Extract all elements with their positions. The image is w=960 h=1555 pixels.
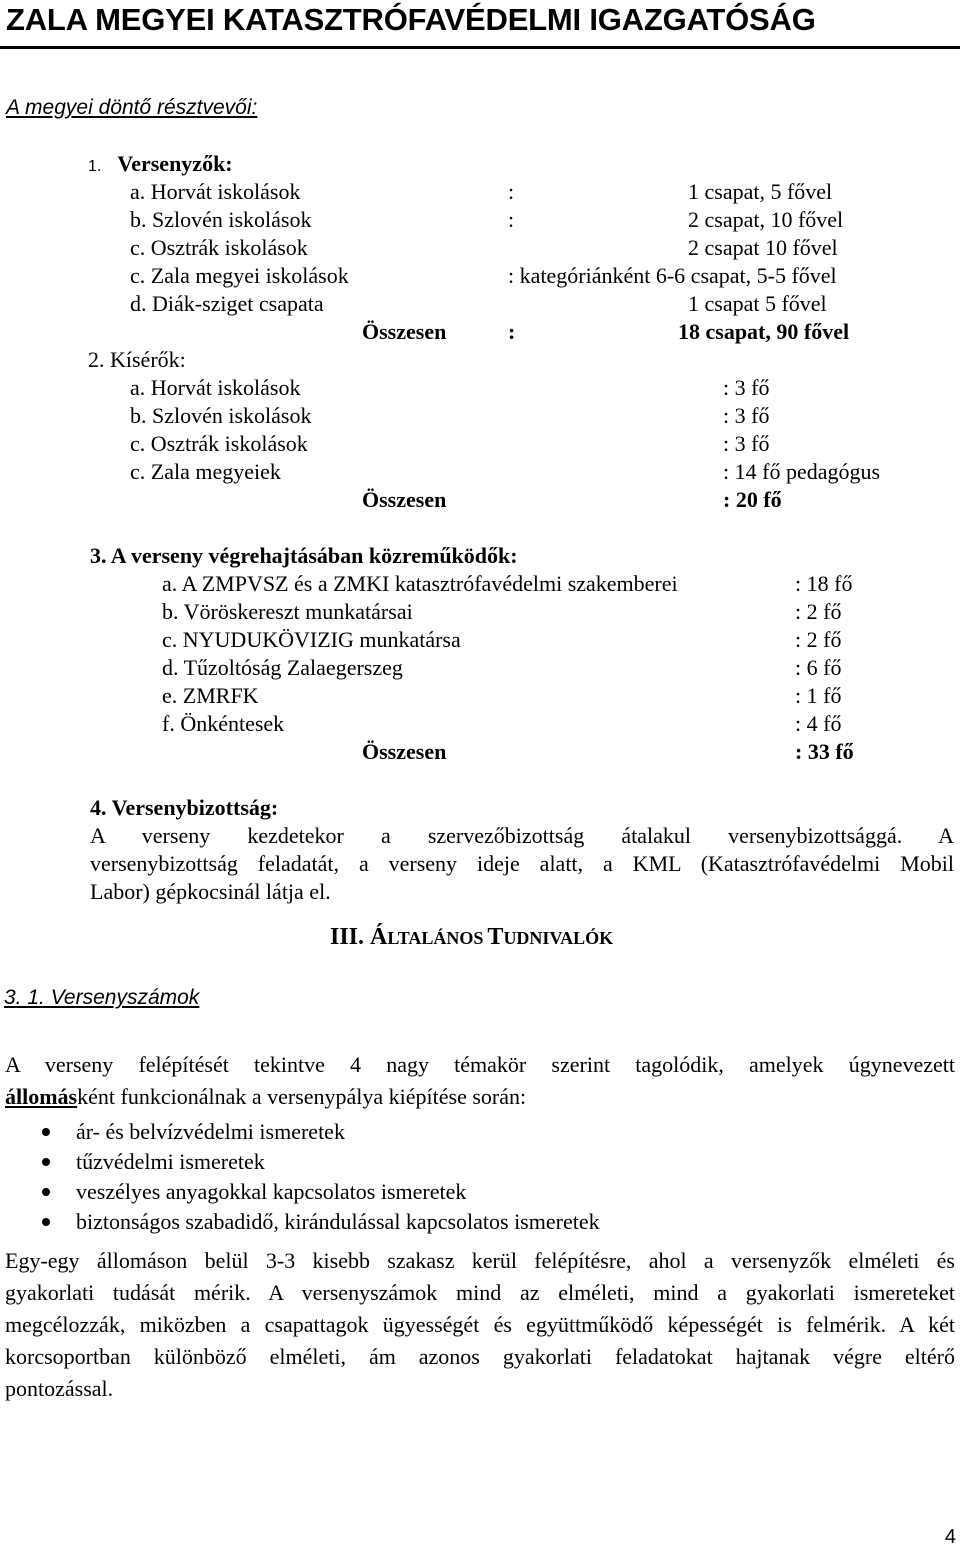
- section1-item-label: c. Osztrák iskolások: [130, 235, 308, 260]
- section4-title: 4. Versenybizottság:: [90, 795, 279, 820]
- section3-item-label: c. NYUDUKÖVIZIG munkatársa: [162, 627, 461, 652]
- section3-item-value: : 4 fő: [795, 711, 842, 736]
- section-iii-word1-rest: LTALÁNOS: [387, 928, 484, 948]
- section1-total-sep: :: [508, 319, 516, 344]
- section1-item-sep: :: [508, 207, 515, 232]
- section1-title: Versenyzők:: [117, 151, 233, 176]
- body-paragraph-line: gyakorlati tudását mérik. A versenyszámok mind az elméleti, mind a gyakorlati ismereteket: [5, 1280, 955, 1305]
- section3-item-value: : 2 fő: [795, 599, 842, 624]
- section3-item-label: f. Önkéntesek: [162, 711, 285, 736]
- section3-total-label: Összesen: [362, 739, 447, 764]
- section3-item-value: : 18 fő: [795, 571, 853, 596]
- section-iii-roman: III.: [330, 924, 365, 950]
- section1-item-label: c. Zala megyei iskolások: [130, 263, 349, 288]
- section2-item-value: : 3 fő: [723, 375, 770, 400]
- section-iii-word2-initial: T: [487, 924, 504, 950]
- section-iii-heading: [330, 924, 613, 951]
- body-paragraph-line: [5, 1083, 526, 1111]
- page-header-title: ZALA MEGYEI KATASZTRÓFAVÉDELMI IGAZGATÓSÁG: [6, 2, 816, 37]
- section1-item-value: 1 csapat, 5 fővel: [688, 179, 833, 204]
- section1-item-value: 1 csapat 5 fővel: [688, 291, 827, 316]
- section3-item-label: a. A ZMPVSZ és a ZMKI katasztrófavédelmi szakemberei: [162, 571, 678, 596]
- section3-item-value: : 6 fő: [795, 655, 842, 680]
- section3-title: 3. A verseny végrehajtásában közreműködők:: [90, 543, 518, 568]
- body-paragraph-line: Egy-egy állomáson belül 3-3 kisebb szakasz kerül felépítésre, ahol a versenyzők elméleti és: [5, 1248, 955, 1273]
- section2-item-label: a. Horvát iskolások: [130, 375, 301, 400]
- body-paragraph-text: ként funkcionálnak a versenypálya kiépítése során:: [77, 1084, 527, 1109]
- bullet-item: veszélyes anyagokkal kapcsolatos ismeretek: [76, 1179, 467, 1204]
- section1-item-value-text: kategóriánként 6-6 csapat, 5-5 fővel: [519, 263, 837, 288]
- section2-item-value: : 3 fő: [723, 403, 770, 428]
- section2-item-value: : 14 fő pedagógus: [723, 459, 881, 484]
- section2-title: 2. Kísérők:: [88, 347, 186, 372]
- page-number: 4: [944, 1526, 956, 1548]
- bullet-item: biztonságos szabadidő, kirándulással kapcsolatos ismeretek: [76, 1209, 600, 1234]
- section3-item-label: b. Vöröskereszt munkatársai: [162, 599, 413, 624]
- body-paragraph-line: megcélozzák, miközben a csapattagok ügyességét és együttműködő képességét is felmérik. A két: [5, 1312, 955, 1337]
- section3-total-value: : 33 fő: [795, 739, 854, 764]
- header-divider: [0, 46, 960, 49]
- section4-line: A verseny kezdetekor a szervezőbizottság átalakul versenybizottsággá. A: [90, 823, 954, 848]
- section3-item-label: d. Tűzoltóság Zalaegerszeg: [162, 655, 403, 680]
- section1-item-sep: :: [508, 179, 515, 204]
- section1-item-sep: :: [508, 263, 515, 288]
- section-iii-word2-rest: UDNIVALÓK: [503, 928, 614, 948]
- bullet-item: ár- és belvízvédelmi ismeretek: [76, 1119, 345, 1144]
- section4-line: Labor) gépkocsinál látja el.: [90, 879, 331, 904]
- section2-item-value: : 3 fő: [723, 431, 770, 456]
- bullet-icon: [42, 1188, 50, 1196]
- section2-item-label: c. Osztrák iskolások: [130, 431, 308, 456]
- body-emphasis: állomás: [5, 1084, 78, 1109]
- body-paragraph-line: pontozással.: [5, 1376, 114, 1401]
- section2-item-label: b. Szlovén iskolások: [130, 403, 312, 428]
- bullet-icon: [42, 1158, 50, 1166]
- subsection-title: 3. 1. Versenyszámok: [4, 986, 200, 1009]
- section-iii-word1-initial: Á: [370, 924, 388, 950]
- section4-line: versenybizottság feladatát, a verseny ideje alatt, a KML (Katasztrófavédelmi Mobil: [90, 851, 954, 876]
- section1-item-value: 2 csapat 10 fővel: [688, 235, 838, 260]
- section1-item-label: b. Szlovén iskolások: [130, 207, 312, 232]
- section3-item-value: : 1 fő: [795, 683, 842, 708]
- section3-item-value: : 2 fő: [795, 627, 842, 652]
- section2-total-label: Összesen: [362, 487, 447, 512]
- section1-item-label: d. Diák-sziget csapata: [130, 291, 324, 316]
- bullet-icon: [42, 1218, 50, 1226]
- body-paragraph-line: korcsoportban különböző elméleti, ám azonos gyakorlati feladatokat hajtanak végre eltérő: [5, 1344, 955, 1369]
- section2-total-value: : 20 fő: [723, 487, 782, 512]
- section1-number: 1.: [88, 158, 102, 175]
- body-paragraph-line: A verseny felépítését tekintve 4 nagy témakör szerint tagolódik, amelyek úgynevezett: [5, 1052, 955, 1077]
- section1-total-label: Összesen: [362, 319, 447, 344]
- bullet-icon: [42, 1128, 50, 1136]
- section1-total-value: 18 csapat, 90 fővel: [678, 319, 850, 344]
- intro-heading: A megyei döntő résztvevői:: [6, 96, 258, 119]
- section1-item-label: a. Horvát iskolások: [130, 179, 301, 204]
- section3-item-label: e. ZMRFK: [162, 683, 259, 708]
- section1-heading: [88, 150, 233, 178]
- section1-item-value: 2 csapat, 10 fővel: [688, 207, 844, 232]
- section2-item-label: c. Zala megyeiek: [130, 459, 281, 484]
- section1-item-value: [508, 262, 837, 290]
- bullet-item: tűzvédelmi ismeretek: [76, 1149, 265, 1174]
